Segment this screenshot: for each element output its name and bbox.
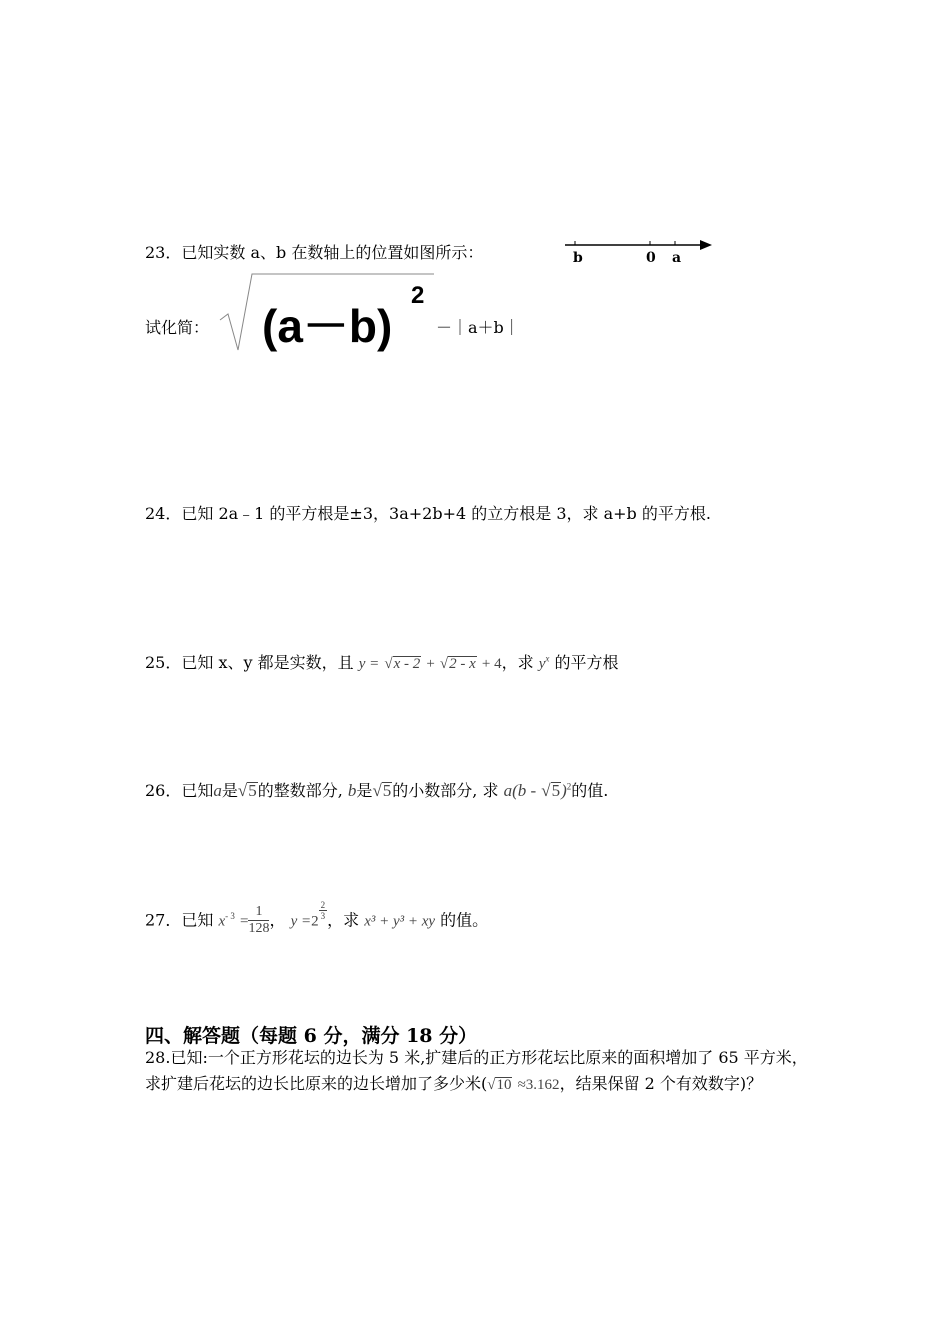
q26-expr-pre: a(b - <box>503 781 537 800</box>
q23-expr-big: (a－b) <box>262 300 393 352</box>
q26-b: b <box>347 781 357 800</box>
q25-y: y <box>538 656 546 672</box>
q26-is1: 是 <box>221 781 238 800</box>
q27-expr: x³ + y³ + xy <box>364 913 436 930</box>
number-line-arrow <box>700 240 712 250</box>
q27-suffix: 的值。 <box>440 910 489 930</box>
section-4-title: 四、解答题（每题 6 分，满分 18 分） <box>145 1025 478 1047</box>
q27-num: 1 <box>248 904 269 921</box>
q26-expr-post: ) <box>561 781 567 800</box>
q23-expr-tail: －｜a＋b｜ <box>436 318 520 337</box>
q25-suffix: 的平方根 <box>554 653 619 672</box>
q23-expr-exp: 2 <box>411 282 425 309</box>
q25-rad1: x - 2 <box>393 656 421 672</box>
q26-exp2: 2 <box>566 781 572 792</box>
q25-y-eq: y = <box>358 656 380 672</box>
q27-prefix: 27．已知 <box>145 910 214 930</box>
q25-rad2: 2 - x <box>449 656 476 672</box>
number-line <box>560 232 720 272</box>
q28-part1: 28.已知:一个正方形花坛的边长为 5 米,扩建后的正方形花坛比原来的面积增加了 65 平方米，求扩建后花坛的边长比原来的边长增加了多少米( <box>145 1048 808 1093</box>
q27-exp-den: 3 <box>320 911 326 921</box>
q28-rad10: 10 <box>496 1077 512 1093</box>
q27-line <box>145 900 488 937</box>
q27-y-eq: y = <box>290 913 312 930</box>
q28-part2: ，结果保留 2 个有效数字)？ <box>559 1074 763 1093</box>
q27-exp-num: 2 <box>320 900 326 910</box>
q26-rad5-b: 5 <box>382 781 392 800</box>
q26-prefix: 26．已知 <box>145 781 214 800</box>
q28-paragraph: 28.已知:一个正方形花坛的边长为 5 米,扩建后的正方形花坛比原来的面积增加了 65 平方米，求扩建后花坛的边长比原来的边长增加了多少米(√10 ≈3.162，结果保留 2 个有效数字)？ <box>145 1048 808 1093</box>
q25-x-exp: x <box>545 653 550 664</box>
q27-den: 128 <box>248 921 270 937</box>
q27-mid: ，求 <box>327 910 360 930</box>
q26-rad5-a: 5 <box>248 781 257 800</box>
q26-int-part: 的整数部分, <box>257 781 343 800</box>
label-0: 0 <box>646 250 656 266</box>
q27-x-exp: - 3 <box>225 911 235 921</box>
q25-mid: ，求 <box>501 653 534 672</box>
q26-is2: 是 <box>356 781 373 800</box>
label-a: a <box>672 250 682 266</box>
q23-line2-prefix: 试化简： <box>145 318 210 337</box>
q26-line: 26．已知a是√5的整数部分, b是√5的小数部分, 求 a(b - √5)$^2$的值. <box>145 781 609 800</box>
q25-plus4: + 4 <box>481 656 502 672</box>
q27-fraction <box>248 904 269 937</box>
q25-plus1: + <box>426 656 435 672</box>
q28-approx: ≈3.162 <box>517 1077 560 1093</box>
q26-dec-part: 的小数部分, 求 <box>392 781 499 800</box>
q27-x: x <box>218 913 226 930</box>
q25-prefix: 25．已知 x、y 都是实数，且 <box>145 653 354 672</box>
q27-eq: = <box>239 913 249 930</box>
label-b: b <box>573 250 583 266</box>
q27-base2: 2 <box>311 913 319 930</box>
q26-suffix: 的值. <box>571 781 609 800</box>
q24-text: 24．已知 2a﹣1 的平方根是±3，3a+2b+4 的立方根是 3，求 a+b 的平方根. <box>145 504 711 523</box>
q27-exp-fraction <box>319 900 328 921</box>
q26-a: a <box>213 781 222 800</box>
q25-line: 25．已知 x、y 都是实数，且 y = √x - 2 + √2 - x + 4，求 $y^x$ 的平方根 <box>145 653 619 672</box>
q27-comma: ， <box>269 910 286 930</box>
q23-line1: 23．已知实数 a、b 在数轴上的位置如图所示： <box>145 243 484 262</box>
q26-rad5-c: 5 <box>551 781 561 800</box>
